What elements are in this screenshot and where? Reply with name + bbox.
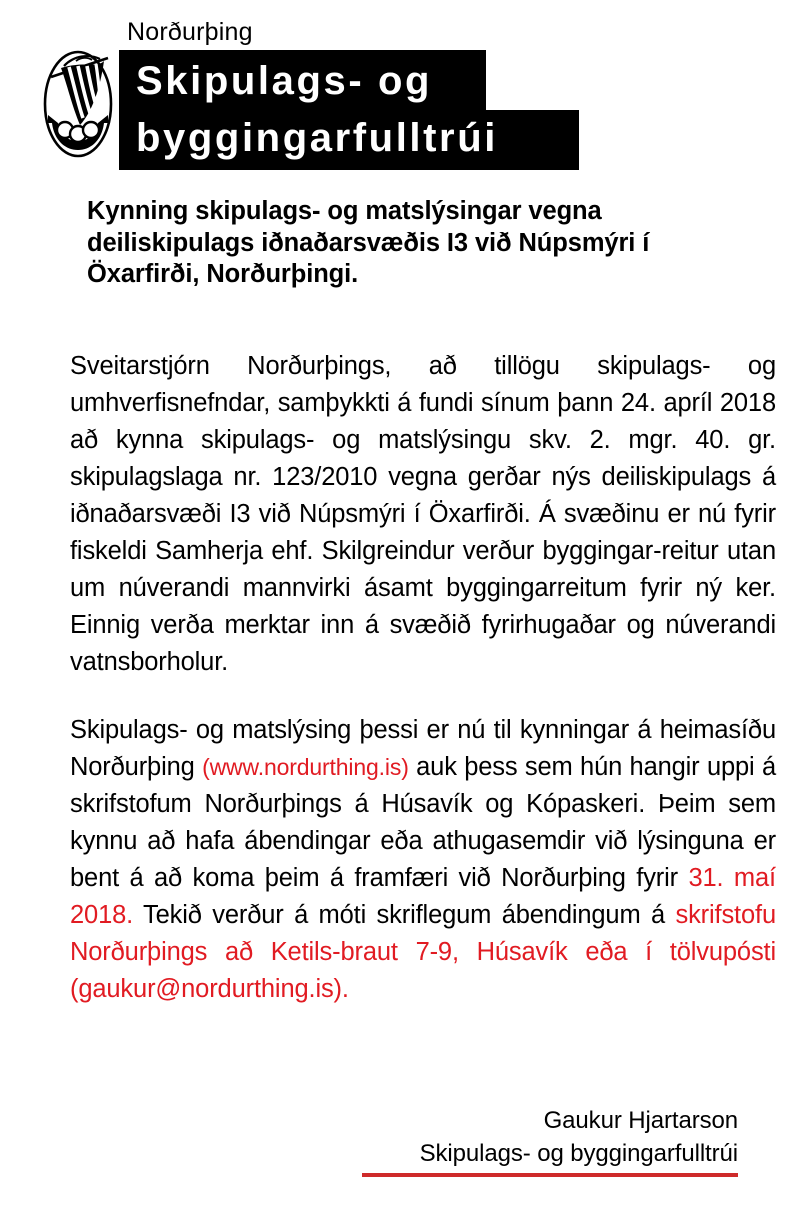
body-paragraph-2 [70, 712, 776, 1008]
submission-deadline: 31. maí 2018. [70, 864, 776, 929]
municipality-name: Norðurþing [127, 18, 253, 46]
signature-red-rule [362, 1173, 738, 1177]
paragraph-2-text-part-3: Tekið verður á móti skriflegum ábendingum á [133, 901, 676, 929]
website-url-link[interactable]: (www.nordurthing.is) [202, 754, 409, 780]
viking-ship-coat-of-arms-icon [38, 44, 118, 164]
notice-body [70, 348, 776, 1008]
paragraph-2-text-part-2: auk þess sem hún hangir uppi á skrifstofum Norðurþings á Húsavík og Kópaskeri. Þeim sem kynnu að hafa ábendingar eða athugasemdir við lýsinguna er bent á að koma þeim á framfæri við Norðurþing fyrir [70, 753, 776, 892]
signatory-name: Gaukur Hjartarson [543, 1107, 738, 1134]
notice-headline: Kynning skipulags- og matslýsingar vegna deiliskipulags iðnaðarsvæðis I3 við Núpsmýri í Öxarfirði, Norðurþingi. [87, 197, 650, 288]
signatory-role: Skipulags- og byggingarfulltrúi [419, 1140, 738, 1167]
office-address-and-email: skrifstofu Norðurþings að Ketils-braut 7-9, Húsavík eða í tölvupósti (gaukur@nordurthing.is). [70, 901, 776, 1003]
document-header [0, 0, 803, 178]
department-title-line-2: byggingarfulltrúi [119, 110, 579, 170]
body-paragraph-1: Sveitarstjórn Norðurþings, að tillögu skipulags- og umhverfisnefndar, samþykkti á fundi sínum þann 24. apríl 2018 að kynna skipulags- og matslýsingu skv. 2. mgr. 40. gr. skipulagslaga nr. 123/2010 vegna gerðar nýs deiliskipulags á iðnaðarsvæði I3 við Núpsmýri í Öxarfirði. Á svæðinu er nú fyrir fiskeldi Samherja ehf. Skilgreindur verður byggingar-reitur utan um núverandi mannvirki ásamt byggingarreitum fyrir ný ker. Einnig verða merktar inn á svæðið fyrirhugaðar og núverandi vatnsborholur. [70, 352, 776, 676]
paragraph-2-text-part-1: Skipulags- og matslýsing þessi er nú til kynningar á heimasíðu Norðurþing [70, 716, 776, 781]
department-title-line-1: Skipulags- og [119, 50, 486, 110]
signature-block [318, 1104, 738, 1170]
